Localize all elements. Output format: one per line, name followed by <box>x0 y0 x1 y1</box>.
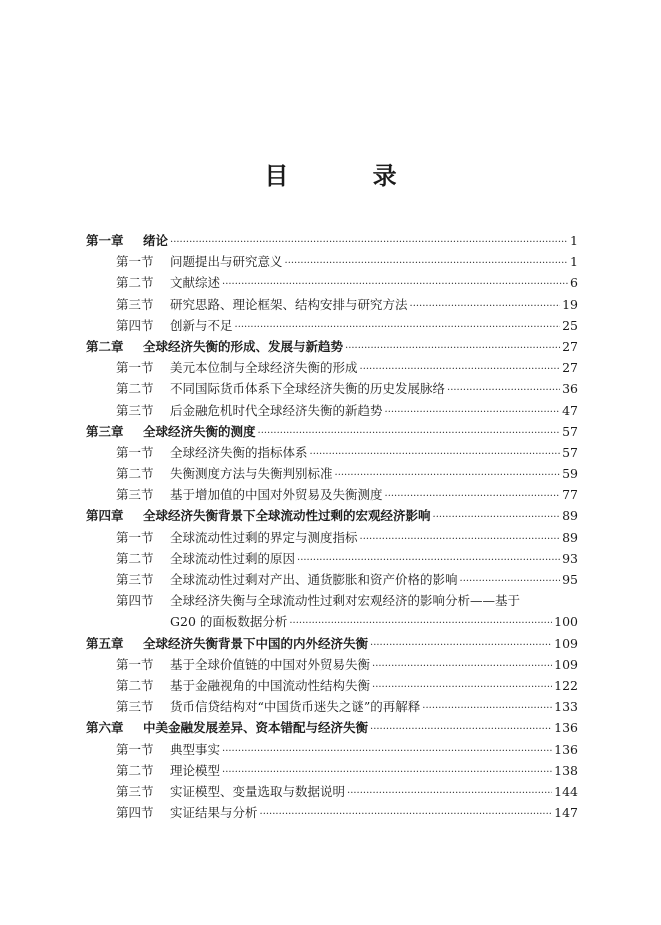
toc-section-row[interactable] <box>86 463 578 484</box>
toc-entry-title: 基于增加值的中国对外贸易及失衡测度 <box>170 487 383 503</box>
toc-entry-number: 第三节 <box>116 699 154 715</box>
toc-section-row[interactable] <box>86 569 578 590</box>
toc-entry-number: 第二节 <box>116 677 154 693</box>
toc-section-row[interactable] <box>86 315 578 336</box>
toc-entry-number: 第一节 <box>116 656 154 672</box>
toc-entry-number: 第四节 <box>116 317 154 333</box>
toc-entry-number: 第一章 <box>86 233 124 248</box>
dot-leader <box>360 527 561 550</box>
toc-entry-title: 全球流动性过剩的界定与测度指标 <box>170 529 358 545</box>
toc-chapter-row[interactable] <box>86 633 578 654</box>
dot-leader <box>222 739 552 762</box>
toc-chapter-row[interactable] <box>86 505 578 526</box>
toc-entry-title: G20 的面板数据分析 <box>170 614 288 630</box>
toc-entry-number: 第一节 <box>116 529 154 545</box>
page-title: 目 录 <box>264 161 435 190</box>
toc-page-number: 59 <box>562 466 578 482</box>
toc-section-row[interactable] <box>86 675 578 696</box>
toc-page-number: 27 <box>562 360 578 376</box>
toc-entry-title: 美元本位制与全球经济失衡的形成 <box>170 360 358 376</box>
toc-page-number: 95 <box>562 572 578 587</box>
toc-page-number: 144 <box>554 783 578 799</box>
toc-chapter-row[interactable] <box>86 421 578 442</box>
toc-page-number: 109 <box>554 656 578 672</box>
toc-entry-number: 第三节 <box>116 296 154 312</box>
toc-section-row[interactable] <box>86 400 578 421</box>
toc-entry-number: 第二节 <box>116 762 154 778</box>
toc-entry-title: 不同国际货币体系下全球经济失衡的历史发展脉络 <box>170 381 446 397</box>
dot-leader <box>260 802 553 825</box>
toc-entry-number: 第五章 <box>86 635 124 651</box>
toc-entry-title: 全球经济失衡背景下中国的内外经济失衡 <box>143 635 369 651</box>
dot-leader <box>370 717 552 740</box>
toc-entry-number: 第二章 <box>86 338 124 354</box>
dot-leader <box>347 781 552 804</box>
toc-section-row[interactable] <box>86 654 578 675</box>
toc-page-number: 6 <box>570 275 578 291</box>
toc-entry-number: 第三节 <box>116 402 154 418</box>
toc-page-number: 57 <box>562 444 578 460</box>
toc-entry-number: 第四章 <box>86 508 124 524</box>
toc-entry-number: 第六章 <box>86 720 124 736</box>
toc-page-number: 138 <box>554 762 578 778</box>
dot-leader <box>258 421 561 444</box>
toc-page-number: 122 <box>554 677 578 693</box>
toc-entry-number: 第三章 <box>86 423 124 439</box>
toc-entry-number: 第三节 <box>116 487 154 503</box>
toc-page-number: 136 <box>554 720 578 736</box>
dot-leader <box>433 505 561 528</box>
toc-page-number: 147 <box>554 805 578 821</box>
toc-section-row[interactable] <box>86 251 578 272</box>
toc-entry-title: 实证结果与分析 <box>170 805 258 821</box>
dot-leader <box>385 400 561 423</box>
toc-entry-title: 全球经济失衡的指标体系 <box>170 444 308 460</box>
toc-section-row[interactable] <box>86 611 578 632</box>
dot-leader <box>289 611 552 634</box>
toc-entry-title: 实证模型、变量选取与数据说明 <box>170 783 346 799</box>
toc-entry-title: 绪论 <box>143 233 169 248</box>
toc-entry-title: 基于全球价值链的中国对外贸易失衡 <box>170 656 371 672</box>
toc-entry-title: 失衡测度方法与失衡判别标准 <box>170 466 333 482</box>
toc-section-row[interactable] <box>86 357 578 378</box>
toc-section-row[interactable] <box>86 294 578 315</box>
dot-leader <box>422 696 552 719</box>
toc-entry-number: 第一节 <box>116 360 154 376</box>
toc-section-row[interactable] <box>86 739 578 760</box>
toc-page-number: 93 <box>562 550 578 566</box>
toc-entry-number: 第四节 <box>116 805 154 821</box>
toc-entry-title: 全球流动性过剩的原因 <box>170 550 296 566</box>
dot-leader <box>285 251 569 274</box>
toc-section-row[interactable] <box>86 696 578 717</box>
toc-entry-number: 第一节 <box>116 741 154 757</box>
toc-section-row[interactable] <box>86 442 578 463</box>
toc-entry-number: 第二节 <box>116 466 154 482</box>
dot-leader <box>335 463 561 486</box>
dot-leader <box>447 378 560 401</box>
toc-section-row[interactable] <box>86 484 578 505</box>
toc-section-row[interactable] <box>86 548 578 569</box>
dot-leader <box>235 315 561 338</box>
dot-leader <box>345 336 560 359</box>
table-of-contents <box>86 230 578 823</box>
toc-entry-title: 文献综述 <box>170 275 221 291</box>
dot-leader <box>372 675 552 698</box>
toc-entry-title: 典型事实 <box>170 741 221 757</box>
toc-entry-title: 全球经济失衡与全球流动性过剩对宏观经济的影响分析——基于 <box>170 593 521 609</box>
toc-entry-number: 第二节 <box>116 275 154 291</box>
toc-section-row[interactable] <box>86 781 578 802</box>
toc-page-number: 36 <box>562 381 578 397</box>
toc-section-row[interactable] <box>86 802 578 823</box>
dot-leader <box>310 442 561 465</box>
toc-page-number: 89 <box>562 508 578 524</box>
toc-section-row[interactable] <box>86 760 578 781</box>
toc-entry-number: 第三节 <box>116 783 154 799</box>
dot-leader <box>410 294 561 317</box>
toc-entry-number: 第一节 <box>116 254 154 270</box>
dot-leader <box>360 357 561 380</box>
dot-leader <box>222 760 552 783</box>
toc-page-number: 57 <box>562 423 578 439</box>
toc-page-number: 1 <box>570 254 578 270</box>
toc-entry-title: 全球经济失衡的形成、发展与新趋势 <box>143 338 344 354</box>
toc-page-number: 100 <box>554 614 578 630</box>
toc-chapter-row[interactable] <box>86 717 578 738</box>
toc-page-number: 77 <box>562 487 578 503</box>
dot-leader <box>372 654 552 677</box>
toc-entry-number: 第一节 <box>116 444 154 460</box>
toc-entry-title: 研究思路、理论框架、结构安排与研究方法 <box>170 296 408 312</box>
toc-entry-title: 问题提出与研究意义 <box>170 254 283 270</box>
toc-page-number: 1 <box>570 233 578 248</box>
toc-entry-title: 后金融危机时代全球经济失衡的新趋势 <box>170 402 383 418</box>
toc-entry-number: 第三节 <box>116 572 154 587</box>
toc-section-row[interactable] <box>86 378 578 399</box>
dot-leader <box>170 230 568 253</box>
toc-entry-title: 全球流动性过剩对产出、通货膨胀和资产价格的影响 <box>170 572 458 587</box>
toc-entry-title: 货币信贷结构对“中国货币迷失之谜”的再解释 <box>170 699 421 715</box>
toc-entry-title: 创新与不足 <box>170 317 233 333</box>
toc-page-number: 89 <box>562 529 578 545</box>
toc-entry-number: 第四节 <box>116 593 154 609</box>
toc-section-row[interactable] <box>86 590 578 611</box>
toc-entry-number: 第二节 <box>116 550 154 566</box>
toc-page-number: 109 <box>554 635 578 651</box>
dot-leader <box>460 569 561 592</box>
toc-section-row[interactable] <box>86 272 578 293</box>
toc-entry-number: 第二节 <box>116 381 154 397</box>
dot-leader <box>222 272 568 295</box>
dot-leader <box>370 633 552 656</box>
toc-chapter-row[interactable] <box>86 230 578 251</box>
toc-chapter-row[interactable] <box>86 336 578 357</box>
toc-section-row[interactable] <box>86 527 578 548</box>
toc-page-number: 27 <box>562 338 578 354</box>
toc-entry-title: 理论模型 <box>170 762 221 778</box>
dot-leader <box>385 484 561 507</box>
toc-page-number: 47 <box>562 402 578 418</box>
toc-page-number: 136 <box>554 741 578 757</box>
toc-page-number: 133 <box>554 699 578 715</box>
toc-entry-title: 全球经济失衡背景下全球流动性过剩的宏观经济影响 <box>143 508 431 524</box>
dot-leader <box>297 548 560 571</box>
toc-entry-title: 全球经济失衡的测度 <box>143 423 256 439</box>
toc-page-number: 19 <box>562 296 578 312</box>
toc-page-number: 25 <box>562 317 578 333</box>
toc-entry-title: 中美金融发展差异、资本错配与经济失衡 <box>143 720 369 736</box>
toc-entry-title: 基于金融视角的中国流动性结构失衡 <box>170 677 371 693</box>
